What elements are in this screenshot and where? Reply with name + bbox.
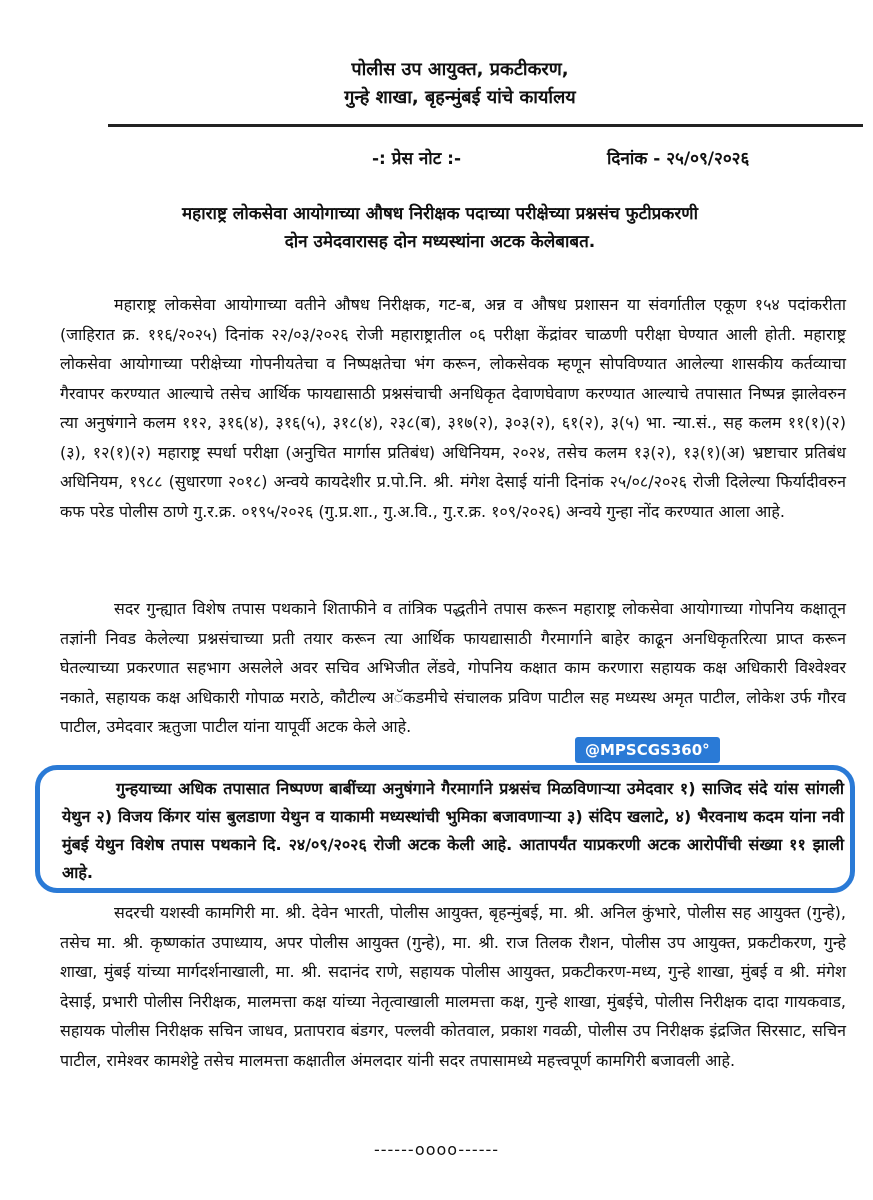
subject-heading <box>100 200 780 256</box>
office-title-line-1: पोलीस उप आयुक्त, प्रकटीकरण, <box>351 59 569 80</box>
press-note-line <box>0 146 873 172</box>
subject-line-1: महाराष्ट्र लोकसेवा आयोगाच्या औषध निरीक्षक पदाच्या परीक्षेच्या प्रश्नसंच फुटीप्रकरणी <box>182 204 698 224</box>
paragraph-2 <box>60 594 846 742</box>
paragraph-4-text: सदरची यशस्वी कामगिरी मा. श्री. देवेन भारती, पोलीस आयुक्त, बृहन्मुंबई, मा. श्री. अनिल कुंभारे, पोलीस सह आयुक्त (गुन्हे), तसेच मा. श्री. कृष्णकांत उपाध्याय, अपर पोलीस आयुक्त (गुन्हे), मा. श्री. राज तिलक रौशन, पोलीस उप आयुक्त, प्रकटीकरण, गुन्हे शाखा, मुंबई यांच्या मार्गदर्शनाखाली, मा. श्री. सदानंद राणे, सहायक पोलीस आयुक्त, प्रकटीकरण-मध्य, गुन्हे शाखा, मुंबई व श्री. मंगेश देसाई, प्रभारी पोलीस निरीक्षक, मालमत्ता कक्ष यांच्या नेतृत्वाखाली मालमत्ता कक्ष, गुन्हे शाखा, मुंबईचे, पोलीस निरीक्षक दादा गायकवाड, सहायक पोलीस निरीक्षक सचिन जाधव, प्रतापराव बंडगर, पल्लवी कोतवाल, प्रकाश गवळी, पोलीस उप निरीक्षक इंद्रजित सिरसाट, सचिन पाटील, रामेश्वर कामशेट्टे तसेच मालमत्ता कक्षातील अंमलदार यांनी सदर तपासामध्ये महत्त्वपूर्ण कामगिरी बजावली आहे. <box>60 903 846 1070</box>
paragraph-3-highlighted <box>62 775 844 887</box>
paragraph-4 <box>60 898 846 1075</box>
document-end-marker: ------oooo------ <box>373 1140 500 1159</box>
paragraph-1-text: महाराष्ट्र लोकसेवा आयोगाच्या वतीने औषध निरीक्षक, गट-ब, अन्न व औषध प्रशासन या संवर्गातील एकूण १५४ पदांकरीता (जाहिरात क्र. ११६/२०२५) दिनांक २२/०३/२०२६ रोजी महाराष्ट्रातील ०६ परीक्षा केंद्रांवर चाळणी परीक्षा घेण्यात आली होती. महाराष्ट्र लोकसेवा आयोगाच्या परीक्षेच्या गोपनीयतेचा व निष्पक्षतेचा भंग करून, लोकसेवक म्हणून सोपविण्यात आलेल्या शासकीय कर्तव्याचा गैरवापर करण्यात आल्याचे तसेच आर्थिक फायद्यासाठी प्रश्नसंचाची अनधिकृत देवाणघेवाण करण्यात आल्याचे तपासात निष्पन्न झालेवरुन त्या अनुषंगाने कलम ११२, ३१६(४), ३१६(५), ३१८(४), २३८(ब), ३१७(२), ३०३(२), ६१(२), ३(५) भा. न्या.सं., सह कलम ११(१)(२)(३), १२(१)(२) महाराष्ट्र स्पर्धा परीक्षा (अनुचित मार्गास प्रतिबंध) अधिनियम, २०२४, तसेच कलम १३(२), १३(१)(अ) भ्रष्टाचार प्रतिबंध अधिनियम, १९८८ (सुधारणा २०१८) अन्वये कायदेशीर प्र.पो.नि. श्री. मंगेश देसाई यांनी दिनांक २५/०८/२०२६ रोजी दिलेल्या फिर्यादीवरुन कफ परेड पोलीस ठाणे गु.र.क्र. ०१९५/२०२६ (गु.प्र.शा., गु.अ.वि., गु.र.क्र. १०९/२०२६) अन्वये गुन्हा नोंद करण्यात आला आहे. <box>60 295 846 521</box>
press-note-label: -: प्रेस नोट :- <box>372 149 462 169</box>
press-note-date: दिनांक - २५/०९/२०२६ <box>607 149 750 169</box>
subject-line-2: दोन उमेदवारासह दोन मध्यस्थांना अटक केलेबाबत. <box>284 232 596 252</box>
paragraph-3-text: गुन्हयाच्या अधिक तपासात निष्पण्ण बाबींच्या अनुषंगाने गैरमार्गाने प्रश्नसंच मिळविणाऱ्या उमेदवार १) साजिद संदे यांस सांगली येथुन २) विजय किंगर यांस बुलडाणा येथुन व याकामी मध्यस्थांची भुमिका बजावणाऱ्या ३) संदिप खलाटे, ४) भैरवनाथ कदम यांना नवी मुंबई येथुन विशेष तपास पथकाने दि. २४/०९/२०२६ रोजी अटक केली आहे. आतापर्यंत याप्रकरणी अटक आरोपींची संख्या ११ झाली आहे. <box>62 779 844 882</box>
paragraph-1 <box>60 290 846 526</box>
header-divider <box>108 124 863 127</box>
paragraph-2-text: सदर गुन्ह्यात विशेष तपास पथकाने शिताफीने व तांत्रिक पद्धतीने तपास करून महाराष्ट्र लोकसेवा आयोगाच्या गोपनिय कक्षातून तज्ञांनी निवड केलेल्या प्रश्नसंचाच्या प्रती तयार करून त्या आर्थिक फायद्यासाठी गैरमार्गाने बाहेर काढून अनधिकृतरित्या प्राप्त करून घेतल्याच्या प्रकरणात सहभाग असलेले अवर सचिव अभिजीत लेंडवे, गोपनिय कक्षात काम करणारा सहायक कक्ष अधिकारी विश्वेश्वर नकाते, सहायक कक्ष अधिकारी गोपाळ मराठे, कौटील्य अॅकडमीचे संचालक प्रविण पाटील सह मध्यस्थ अमृत पाटील, लोकेश उर्फ गौरव पाटील, उमेदवार ऋतुजा पाटील यांना यापूर्वी अटक केले आहे. <box>60 599 846 736</box>
watermark-badge: @MPSCGS360° <box>575 737 720 763</box>
office-title-line-2: गुन्हे शाखा, बृहन्मुंबई यांचे कार्यालय <box>344 87 576 108</box>
office-header <box>0 56 873 112</box>
